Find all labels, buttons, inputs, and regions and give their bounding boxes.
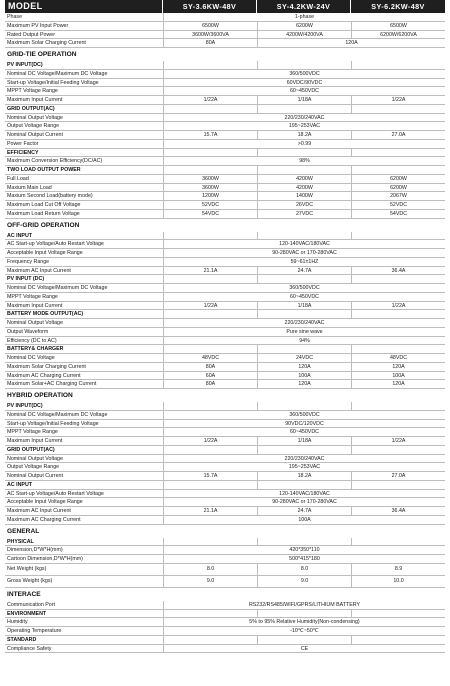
spec-value: 60A (163, 372, 257, 380)
spec-value: 1400W (257, 192, 351, 200)
spec-label: Maximum Solar+AC Charging Current (7, 381, 97, 388)
spec-value: 360/500VDC (163, 411, 445, 419)
spec-row (5, 302, 445, 311)
spec-label: Maxium Second Load(battery mode) (7, 193, 93, 200)
subsection-row (5, 402, 445, 411)
spec-label: Rated Output Power (7, 31, 55, 38)
spec-label: Operating Temperature (7, 628, 62, 634)
spec-row (5, 175, 445, 184)
spec-label: Frequency Range (7, 258, 50, 265)
subsection-title: PV INPUT(DC) (7, 62, 43, 68)
spec-value: 1/22A (351, 96, 445, 104)
spec-label: Nominal Output Voltage (7, 455, 63, 462)
spec-label: Nominal DC Voltage/Maximum DC Voltage (7, 411, 108, 418)
spec-value: 26VDC (257, 201, 351, 209)
empty-cell (351, 149, 445, 157)
spec-value: 3600W (163, 175, 257, 183)
section-heading (5, 48, 445, 61)
spec-value: 195~253VAC (163, 463, 445, 471)
spec-value: 52VDC (351, 201, 445, 209)
empty-cell (257, 402, 351, 410)
spec-row (5, 455, 445, 464)
header-model-3: SY-6.2KW-48V (351, 0, 445, 13)
subsection-row (5, 446, 445, 455)
spec-value: 1/22A (163, 437, 257, 445)
table-header (5, 0, 445, 13)
subsection-title: STANDARD (7, 636, 37, 643)
spec-value: 120A (257, 39, 445, 47)
spec-row (5, 437, 445, 446)
spec-label: Nominal Output Current (7, 473, 63, 479)
spec-value: 24.7A (257, 267, 351, 275)
spec-value: 4200W (257, 184, 351, 192)
spec-value: >0.99 (163, 140, 445, 148)
empty-cell (351, 166, 445, 174)
spec-value: 24VDC (257, 354, 351, 362)
spec-value: 90-280VAC or 170-280VAC (163, 498, 445, 506)
spec-row (5, 201, 445, 210)
spec-value: 1200W (163, 192, 257, 200)
spec-label: Maximum AC Input Current (7, 508, 71, 514)
spec-value: 6500W (351, 22, 445, 30)
spec-label: Maximum AC Charging Current (7, 372, 81, 379)
empty-cell (257, 232, 351, 240)
empty-cell (351, 636, 445, 644)
empty-cell (257, 166, 351, 174)
spec-value: 59~61±1HZ (163, 258, 445, 266)
spec-value: 8.0 (257, 564, 351, 575)
header-model-2: SY-4.2KW-24V (257, 0, 351, 13)
spec-row (5, 87, 445, 96)
spec-row (5, 601, 445, 610)
spec-value: 120A (257, 380, 351, 388)
spec-row (5, 284, 445, 293)
empty-cell (163, 610, 257, 618)
spec-value: 4200W (257, 175, 351, 183)
spec-value: 98% (163, 157, 445, 165)
empty-cell (163, 345, 257, 353)
spec-label: Acceptable Input Voltage Range (7, 499, 83, 506)
section-title: OFF-GRID OPERATION (7, 221, 80, 229)
spec-value: 60~450VDC (163, 293, 445, 301)
spec-value: 120A (351, 380, 445, 388)
empty-cell (257, 149, 351, 157)
subsection-title: PV INPUT(DC) (7, 403, 43, 409)
spec-value: 120-140VAC/180VAC (163, 240, 445, 248)
spec-value: 15.7A (163, 131, 257, 139)
spec-value: 220/230/240VAC (163, 114, 445, 122)
subsection-row (5, 166, 445, 175)
spec-row (5, 645, 445, 654)
spec-value: 8.9 (351, 564, 445, 575)
empty-cell (257, 105, 351, 113)
spec-label: Maximum Solar Charging Current (7, 40, 86, 47)
empty-cell (163, 61, 257, 69)
spec-row (5, 372, 445, 381)
spec-value: 9.0 (163, 576, 257, 587)
spec-row (5, 210, 445, 219)
empty-cell (351, 310, 445, 318)
spec-value: 54VDC (351, 210, 445, 218)
spec-value: 6500W (163, 22, 257, 30)
spec-row (5, 70, 445, 79)
spec-value: 54VDC (163, 210, 257, 218)
spec-row (5, 240, 445, 249)
spec-value: 90-280VAC or 170-280VAC (163, 249, 445, 257)
spec-row (5, 249, 445, 258)
empty-cell (351, 232, 445, 240)
spec-row (5, 157, 445, 166)
header-model: MODEL (5, 0, 163, 13)
spec-label: Output Voltage Range (7, 464, 60, 471)
spec-value: 500*415*180 (163, 555, 445, 563)
empty-cell (351, 481, 445, 489)
empty-cell (163, 166, 257, 174)
empty-cell (257, 538, 351, 546)
empty-cell (163, 481, 257, 489)
spec-row (5, 463, 445, 472)
subsection-title: AC INPUT (7, 232, 33, 239)
subsection-title: GRID OUTPUT(AC) (7, 105, 55, 112)
empty-cell (163, 310, 257, 318)
section-title: INTERACE (7, 590, 41, 598)
spec-value: 1/18A (257, 302, 351, 310)
spec-row (5, 319, 445, 328)
empty-cell (351, 446, 445, 454)
spec-row (5, 564, 445, 576)
subsection-title: PV INPUT (DC) (7, 276, 45, 283)
spec-table-body (5, 13, 445, 653)
spec-value: 80A (163, 363, 257, 371)
spec-row (5, 507, 445, 516)
spec-label: Maximum Load Return Voltage (7, 210, 80, 217)
spec-value: 1/22A (351, 437, 445, 445)
spec-value: 60~450VDC (163, 428, 445, 436)
spec-label: Nominal DC Voltage/Maximum DC Voltage (7, 70, 108, 77)
spec-value: 18.2A (257, 131, 351, 139)
spec-label: Maximum Load Cut Off Voltage (7, 202, 81, 208)
empty-cell (163, 232, 257, 240)
spec-label: Humidity (7, 619, 28, 626)
empty-cell (163, 275, 257, 283)
empty-cell (351, 610, 445, 618)
spec-row (5, 411, 445, 420)
spec-label: AC Start-up Voltage/Auto Restart Voltage (7, 241, 104, 248)
empty-cell (257, 610, 351, 618)
spec-row (5, 618, 445, 627)
spec-row (5, 328, 445, 337)
subsection-row (5, 61, 445, 70)
spec-label: Nominal Output Voltage (7, 114, 63, 121)
spec-label: Nominal Output Current (7, 132, 63, 138)
subsection-title: TWO LOAD OUTPUT POWER (7, 167, 81, 173)
spec-row (5, 96, 445, 105)
subsection-row (5, 636, 445, 645)
spec-row (5, 293, 445, 302)
spec-value: 2067W (351, 192, 445, 200)
spec-label: Nominal DC Voltage/Maximum DC Voltage (7, 285, 108, 291)
subsection-title: BATTERY MODE OUTPUT(AC) (7, 311, 84, 318)
subsection-title: EFFICIENCY (7, 149, 39, 156)
spec-label: MPPT Voltage Range (7, 293, 58, 300)
spec-label: Nominal Output Voltage (7, 320, 63, 326)
spec-value: 27.0A (351, 472, 445, 480)
spec-value: 21.1A (163, 507, 257, 515)
spec-value: 6200W/6200VA (351, 31, 445, 39)
spec-value: 3600W (163, 184, 257, 192)
spec-value: 195~253VAC (163, 122, 445, 130)
subsection-row (5, 275, 445, 284)
spec-row (5, 267, 445, 276)
spec-label: Start-up Voltage/Initial Feeding Voltage (7, 79, 99, 86)
spec-value: 100A (351, 372, 445, 380)
spec-row (5, 498, 445, 507)
spec-row (5, 516, 445, 525)
spec-label: Dimension,D*W*H(mm) (7, 547, 63, 554)
section-heading (5, 219, 445, 232)
spec-label: Maximum Input Current (7, 302, 63, 309)
subsection-title: PHYSICAL (7, 538, 34, 545)
spec-value: 3600W/3600VA (163, 31, 257, 39)
spec-row (5, 140, 445, 149)
spec-value: 1/18A (257, 437, 351, 445)
spec-value: 220/230/240VAC (163, 319, 445, 327)
spec-label: Maximum Input Current (7, 97, 63, 103)
spec-value: -10℃~50℃ (163, 627, 445, 635)
spec-value: 6200W (351, 184, 445, 192)
empty-cell (163, 538, 257, 546)
spec-row (5, 79, 445, 88)
spec-value: 80A (163, 380, 257, 388)
empty-cell (351, 538, 445, 546)
spec-value: 4200W/4200VA (257, 31, 351, 39)
spec-row (5, 122, 445, 131)
spec-row (5, 13, 445, 22)
spec-value: 52VDC (163, 201, 257, 209)
spec-label: Communication Port (7, 601, 55, 608)
spec-value: 120-140VAC/180VAC (163, 490, 445, 498)
spec-row (5, 363, 445, 372)
spec-row (5, 354, 445, 363)
spec-value: 220/230/240VAC (163, 455, 445, 463)
spec-label: Output Waveform (7, 328, 49, 335)
spec-row (5, 627, 445, 636)
spec-label: MPPT Voltage Range (7, 88, 58, 95)
spec-value: 36.4A (351, 267, 445, 275)
spec-row (5, 428, 445, 437)
spec-value: 1/18A (257, 96, 351, 104)
spec-label: Compliance Safety (7, 645, 52, 652)
spec-row (5, 576, 445, 588)
spec-value: 360/500VDC (163, 284, 445, 292)
section-title: GRID-TIE OPERATION (7, 51, 77, 58)
spec-row (5, 114, 445, 123)
spec-value: 94% (163, 337, 445, 345)
spec-row (5, 131, 445, 140)
spec-label: Full Load (7, 175, 29, 182)
subsection-row (5, 105, 445, 114)
spec-value: RS232/RS485/WIFI/GPRS/LITHIUM BATTERY (163, 601, 445, 609)
spec-value: 9.0 (257, 576, 351, 587)
spec-value: 1/22A (163, 302, 257, 310)
spec-value: 120A (351, 363, 445, 371)
spec-label: Gross Weight (kgs) (7, 577, 53, 584)
subsection-title: AC INPUT (7, 481, 33, 488)
spec-sheet (5, 0, 445, 653)
spec-label: Maximum Solar Charging Current (7, 363, 86, 370)
spec-value: 8.0 (163, 564, 257, 575)
subsection-title: GRID OUTPUT(AC) (7, 446, 55, 453)
spec-value: 21.1A (163, 267, 257, 275)
spec-label: Maximum PV Input Power (7, 22, 69, 29)
spec-value: 24.7A (257, 507, 351, 515)
empty-cell (163, 446, 257, 454)
empty-cell (351, 275, 445, 283)
subsection-row (5, 345, 445, 354)
empty-cell (257, 61, 351, 69)
spec-label: Phase (7, 14, 23, 20)
header-model-1: SY-3.6KW-48V (163, 0, 257, 13)
empty-cell (163, 149, 257, 157)
subsection-title: ENVIRONMENT (7, 610, 47, 617)
empty-cell (257, 345, 351, 353)
spec-row (5, 258, 445, 267)
spec-value: 60~450VDC (163, 87, 445, 95)
spec-row (5, 490, 445, 499)
spec-label: Maximum Conversion Efficiency(DC/AC) (7, 158, 103, 165)
subsection-title: BATTERY& CHARGER (7, 346, 64, 353)
empty-cell (163, 402, 257, 410)
spec-label: AC Start-up Voltage/Auto Restart Voltage (7, 490, 104, 497)
spec-value: CE (163, 645, 445, 653)
spec-value: 10.0 (351, 576, 445, 587)
section-heading (5, 389, 445, 402)
spec-value: 6200W (257, 22, 351, 30)
spec-value: 60VDC/90VDC (163, 79, 445, 87)
empty-cell (351, 61, 445, 69)
spec-row (5, 555, 445, 564)
spec-value: 1/22A (351, 302, 445, 310)
spec-label: Maximum AC Input Current (7, 267, 71, 274)
subsection-row (5, 232, 445, 241)
spec-label: Net Weight (kgs) (7, 565, 47, 572)
spec-label: Acceptable Input Voltage Range (7, 250, 83, 256)
spec-value: 18.2A (257, 472, 351, 480)
spec-row (5, 192, 445, 201)
spec-value: Pure sine wave (163, 328, 445, 336)
subsection-row (5, 310, 445, 319)
empty-cell (351, 105, 445, 113)
empty-cell (257, 446, 351, 454)
empty-cell (351, 345, 445, 353)
spec-label: Start-up Voltage/Initial Feeding Voltage (7, 420, 99, 427)
spec-label: Efficiency (DC to AC) (7, 337, 57, 344)
section-title: GENERAL (7, 527, 40, 535)
spec-value: 80A (163, 39, 257, 47)
spec-value: 1-phase (163, 13, 445, 21)
spec-row (5, 39, 445, 48)
empty-cell (163, 636, 257, 644)
spec-value: 100A (257, 372, 351, 380)
empty-cell (351, 402, 445, 410)
section-heading (5, 588, 445, 601)
subsection-row (5, 481, 445, 490)
spec-row (5, 337, 445, 346)
spec-value: 1/22A (163, 96, 257, 104)
section-title: HYBRID OPERATION (7, 392, 73, 399)
empty-cell (163, 105, 257, 113)
empty-cell (257, 275, 351, 283)
spec-row (5, 472, 445, 481)
spec-label: Maximum Input Current (7, 438, 63, 444)
subsection-row (5, 149, 445, 158)
spec-value: 48VDC (163, 354, 257, 362)
spec-label: Power Factor (7, 140, 39, 147)
empty-cell (257, 481, 351, 489)
spec-row (5, 546, 445, 555)
spec-value: 120A (257, 363, 351, 371)
spec-label: Nominal DC Voltage (7, 355, 55, 361)
spec-value: 15.7A (163, 472, 257, 480)
spec-value: 27.0A (351, 131, 445, 139)
spec-value: 5% to 95% Relative Humidity(Non-condensing) (163, 618, 445, 626)
spec-label: Cartoon Dimension,D*W*H(mm) (7, 556, 83, 562)
empty-cell (257, 636, 351, 644)
spec-label: Maxium Main Load (7, 184, 52, 191)
spec-row (5, 380, 445, 389)
empty-cell (257, 310, 351, 318)
spec-row (5, 420, 445, 429)
spec-value: 100A (163, 516, 445, 524)
spec-value: 48VDC (351, 354, 445, 362)
spec-label: MPPT Voltage Range (7, 429, 58, 436)
spec-value: 90VDC/120VDC (163, 420, 445, 428)
subsection-row (5, 538, 445, 547)
spec-value: 420*350*110 (163, 546, 445, 554)
spec-value: 6200W (351, 175, 445, 183)
spec-row (5, 31, 445, 40)
spec-label: Output Voltage Range (7, 123, 60, 130)
spec-value: 36.4A (351, 507, 445, 515)
spec-value: 27VDC (257, 210, 351, 218)
spec-row (5, 184, 445, 193)
spec-row (5, 22, 445, 31)
section-heading (5, 525, 445, 538)
spec-label: Maximum AC Charging Current (7, 516, 81, 523)
subsection-row (5, 610, 445, 619)
spec-value: 360/500VDC (163, 70, 445, 78)
